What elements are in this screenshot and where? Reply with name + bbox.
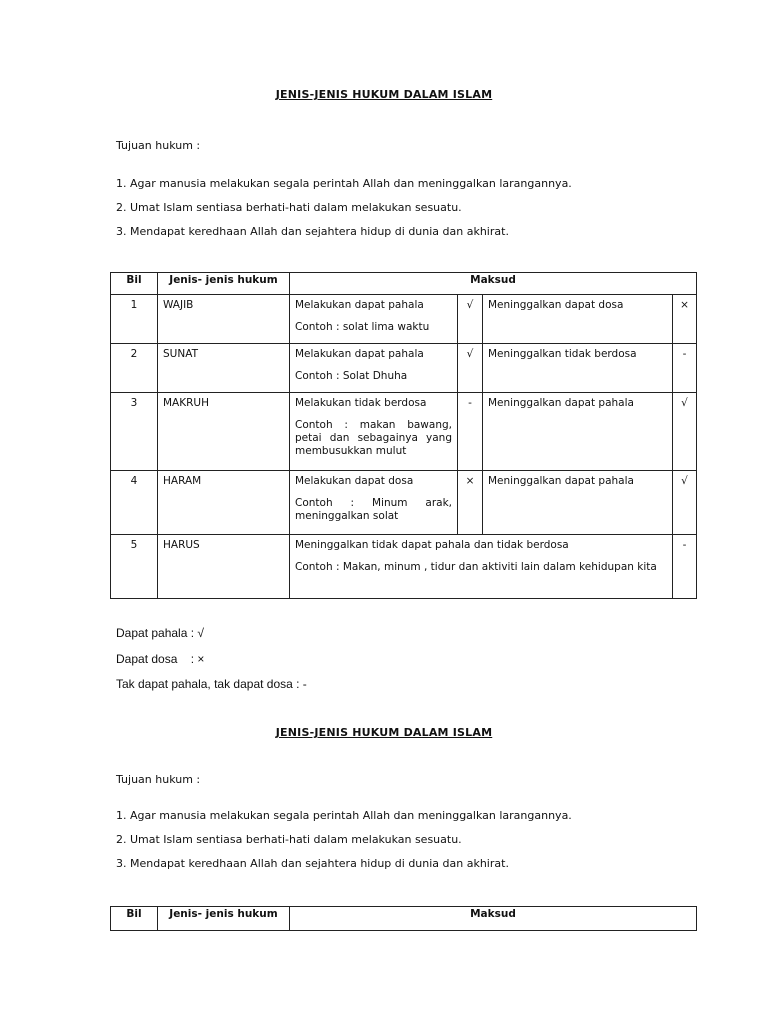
header-bil: Bil — [111, 907, 158, 931]
hukum-table — [110, 272, 697, 599]
point-3: 3. Mendapat keredhaan Allah dan sejahtera hidup di dunia dan akhirat. — [116, 225, 509, 238]
document-title-2: JENIS-JENIS HUKUM DALAM ISLAM — [275, 726, 493, 739]
leave-text: Meninggalkan dapat pahala — [483, 393, 673, 471]
legend-neutral: Tak dapat pahala, tak dapat dosa : - — [116, 677, 307, 691]
do-symbol: √ — [458, 344, 483, 393]
document-title: JENIS-JENIS HUKUM DALAM ISLAM — [275, 88, 493, 101]
table-row — [111, 471, 697, 535]
table-row — [111, 344, 697, 393]
header-maksud: Maksud — [290, 273, 697, 295]
point-1-2: 1. Agar manusia melakukan segala perintah Allah dan meninggalkan larangannya. — [116, 809, 572, 822]
point-2-2: 2. Umat Islam sentiasa berhati-hati dalam melakukan sesuatu. — [116, 833, 462, 846]
point-3-2: 3. Mendapat keredhaan Allah dan sejahtera hidup di dunia dan akhirat. — [116, 857, 509, 870]
row-maksud-do — [290, 393, 458, 471]
leave-text: Meninggalkan dapat pahala — [483, 471, 673, 535]
example-text: Contoh : Minum arak, meninggalkan solat — [295, 497, 452, 522]
row-jenis: SUNAT — [158, 344, 290, 393]
hukum-table-2 — [110, 906, 697, 931]
do-text: Melakukan dapat pahala — [295, 299, 424, 311]
example-text: Contoh : Solat Dhuha — [295, 370, 408, 382]
table-header-row — [111, 273, 697, 295]
row-maksud-do — [290, 344, 458, 393]
leave-symbol: - — [673, 344, 697, 393]
example-text: Contoh : makan bawang, petai dan sebagainya yang membusukkan mulut — [295, 419, 452, 457]
header-jenis: Jenis- jenis hukum — [158, 907, 290, 931]
row-maksud-merged — [290, 535, 673, 599]
leave-symbol: √ — [673, 393, 697, 471]
point-1: 1. Agar manusia melakukan segala perintah Allah dan meninggalkan larangannya. — [116, 177, 572, 190]
row-maksud-do — [290, 471, 458, 535]
do-text: Melakukan dapat dosa — [295, 475, 414, 487]
row-bil: 5 — [111, 535, 158, 599]
example-text: Contoh : Makan, minum , tidur dan aktiviti lain dalam kehidupan kita — [295, 561, 657, 573]
leave-symbol: √ — [673, 471, 697, 535]
row-jenis: MAKRUH — [158, 393, 290, 471]
row-jenis: HARAM — [158, 471, 290, 535]
leave-text: Meninggalkan dapat dosa — [483, 295, 673, 344]
table-row — [111, 535, 697, 599]
leave-text: Meninggalkan tidak berdosa — [483, 344, 673, 393]
header-maksud: Maksud — [290, 907, 697, 931]
do-symbol: × — [458, 471, 483, 535]
table-row — [111, 393, 697, 471]
do-text: Meninggalkan tidak dapat pahala dan tidak berdosa — [295, 539, 569, 551]
leave-symbol: - — [673, 535, 697, 599]
header-bil: Bil — [111, 273, 158, 295]
header-jenis: Jenis- jenis hukum — [158, 273, 290, 295]
example-text: Contoh : solat lima waktu — [295, 321, 430, 333]
row-bil: 1 — [111, 295, 158, 344]
table-row — [111, 295, 697, 344]
row-jenis: WAJIB — [158, 295, 290, 344]
do-text: Melakukan tidak berdosa — [295, 397, 427, 409]
do-symbol: √ — [458, 295, 483, 344]
row-bil: 4 — [111, 471, 158, 535]
tujuan-label: Tujuan hukum : — [116, 139, 201, 152]
row-bil: 3 — [111, 393, 158, 471]
do-text: Melakukan dapat pahala — [295, 348, 424, 360]
do-symbol: - — [458, 393, 483, 471]
row-bil: 2 — [111, 344, 158, 393]
tujuan-label-2: Tujuan hukum : — [116, 773, 201, 786]
legend-pahala: Dapat pahala : √ — [116, 626, 204, 640]
legend-dosa: Dapat dosa : × — [116, 652, 205, 666]
leave-symbol: × — [673, 295, 697, 344]
table-header-row — [111, 907, 697, 931]
row-maksud-do — [290, 295, 458, 344]
row-jenis: HARUS — [158, 535, 290, 599]
point-2: 2. Umat Islam sentiasa berhati-hati dalam melakukan sesuatu. — [116, 201, 462, 214]
